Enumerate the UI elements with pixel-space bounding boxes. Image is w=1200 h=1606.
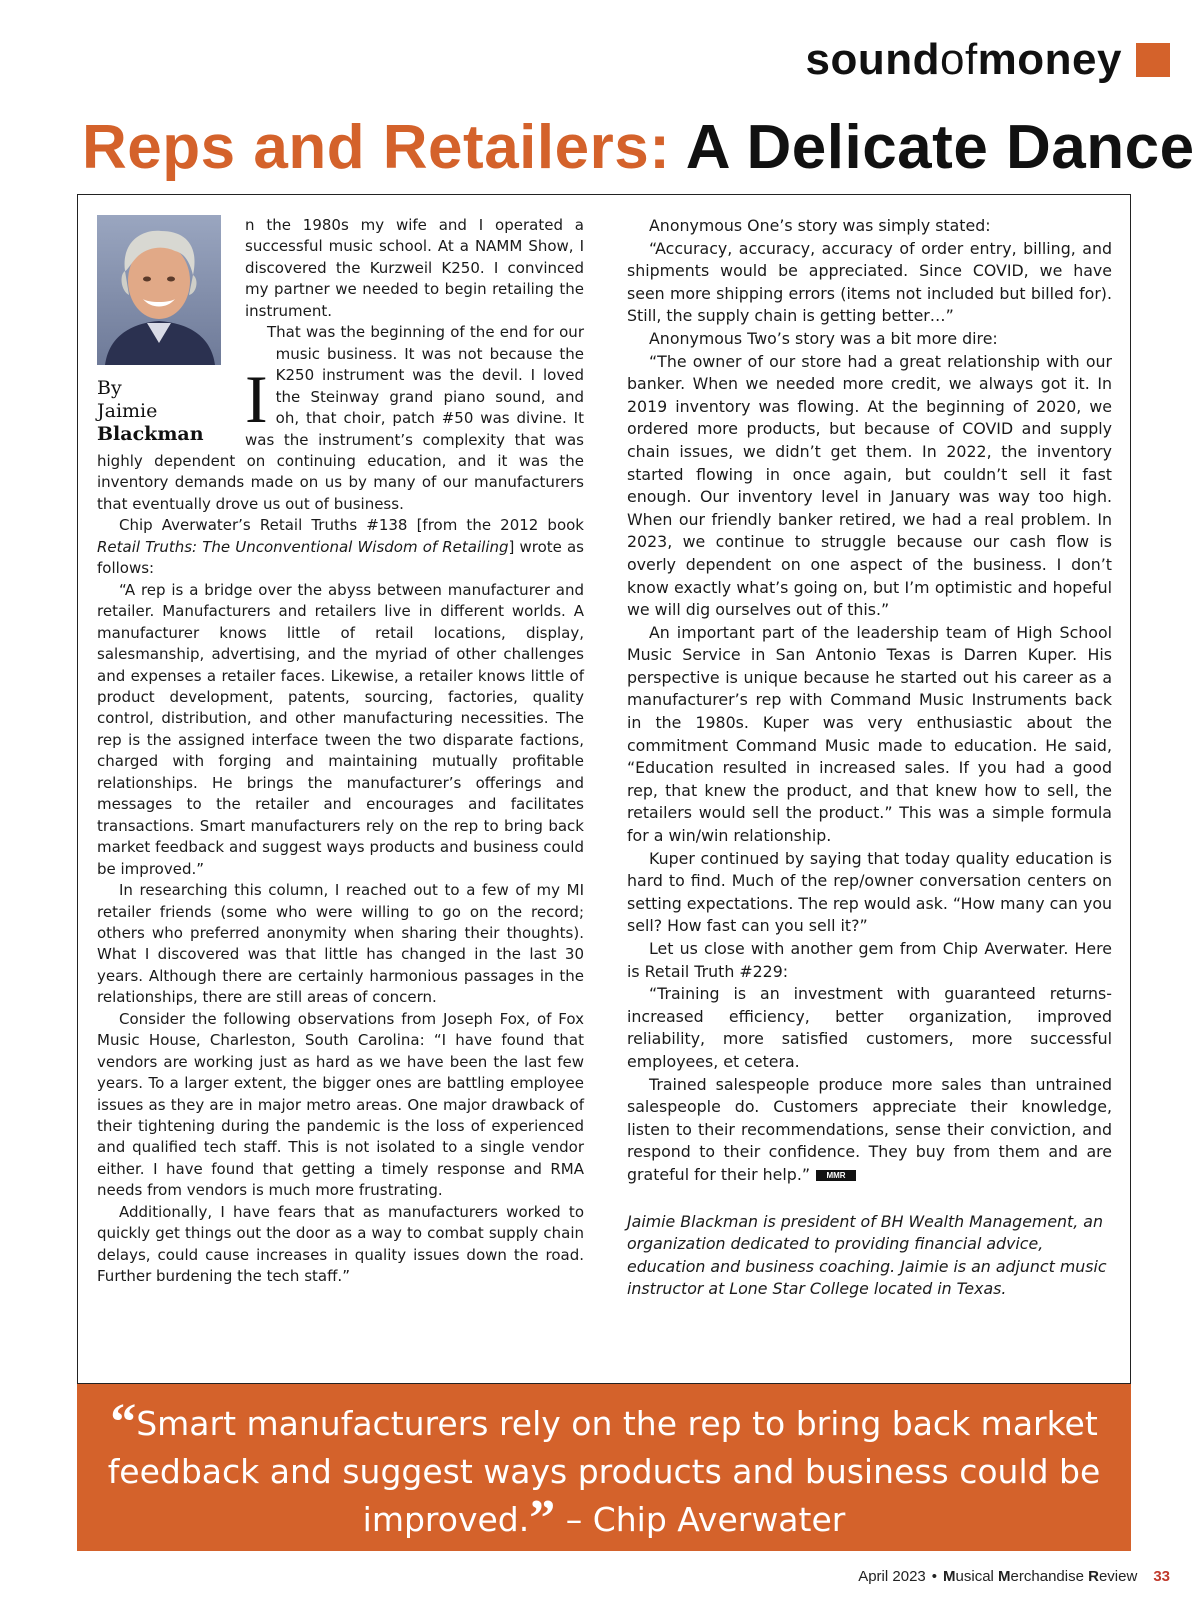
- author-bio: Jaimie Blackman is president of BH Wealth Management, an organization dedicated to providing financial advice, education and business coaching. Jaimie is an adjunct music instructor at Lone Star College located in Texas.: [627, 1211, 1107, 1299]
- headline: [82, 112, 1195, 184]
- paragraph-6: Consider the following observations from Joseph Fox, of Fox Music House, Charleston, South Carolina: “I have found that vendors are working just as hard as we have been the last few years. To a larger extent, the bigger ones are battling employee issues as they are in major metro areas. One major drawback of their tightening during the pandemic is the loss of experienced and qualified tech staff. This is not isolated to a single vendor either. I have found that getting a timely response and RMA needs from vendors is much more frustrating.: [97, 1009, 584, 1200]
- paragraph-8: Anonymous One’s story was simply stated:: [649, 216, 991, 235]
- section-label: [805, 36, 1170, 84]
- article-column-right: [627, 215, 1112, 1301]
- byline-by: By: [97, 377, 122, 399]
- pull-quote-attribution: – Chip Averwater: [555, 1500, 846, 1539]
- footer-date: April 2023: [858, 1568, 926, 1585]
- headline-part1: Reps and Retailers:: [82, 113, 671, 182]
- paragraph-10: Anonymous Two’s story was a bit more dire:: [649, 328, 998, 348]
- author-photo: [97, 215, 221, 365]
- section-label-text: soundofmoney: [805, 35, 1122, 84]
- paragraph-7: Additionally, I have fears that as manufacturers worked to quickly get things out the door as a way to combat supply chain delays, could cause increases in quality issues down the road. Further burdening the tech staff.”: [97, 1202, 584, 1286]
- footer-magazine: Musical Merchandise Review: [943, 1568, 1138, 1585]
- section-label-square-icon: [1136, 43, 1170, 77]
- open-quote-icon: “: [110, 1394, 137, 1451]
- headline-part2: A Delicate Dance: [685, 113, 1195, 182]
- paragraph-3: Chip Averwater’s Retail Truths #138 [from the 2012 book Retail Truths: The Unconventional Wisdom of Retailing] wrote as follows:: [97, 516, 584, 578]
- paragraph-15: “Training is an investment with guaranteed returns- increased efficiency, better organization, improved reliability, more satisfied customers, more successful employees, et cetera.: [627, 984, 1112, 1071]
- paragraph-5: In researching this column, I reached out to a few of my MI retailer friends (some who were willing to go on the record; others who preferred anonymity when sharing their thoughts). What I discovered was that little has changed in the last 30 years. Although there are certainly harmonious passages in the relationships, there are still areas of concern.: [97, 881, 584, 1007]
- end-mark-logo: MMR: [816, 1170, 856, 1181]
- byline: [97, 377, 221, 446]
- paragraph-13: Kuper continued by saying that today quality education is hard to find. Much of the rep/owner conversation centers on setting expectations. The rep would ask. “How many can you sell? How fast can you sell it?”: [627, 848, 1112, 936]
- page-number: 33: [1153, 1568, 1170, 1585]
- article-column-left: [97, 215, 584, 1288]
- paragraph-16: Trained salespeople produce more sales than untrained salespeople do. Customers appreciate their knowledge, listen to their recommendations, sense their conviction, and respond to their confidence. They buy from them and are grateful for their help.” MMR: [627, 1074, 1112, 1184]
- footer-bullet: •: [931, 1568, 938, 1585]
- paragraph-4: “A rep is a bridge over the abyss between manufacturer and retailer. Manufacturers and retailers live in different worlds. A manufacturer knows little of retail locations, display, salesmanship, advertising, and the myriad of other challenges and expenses a retailer faces. Likewise, a retailer knows little of product development, patents, sourcing, factories, quality control, distribution, and other manufacturing necessities. The rep is the assigned interface tween the two disparate factions, charged with forging and maintaining mutually profitable relationships. He brings the manufacturer’s offerings and messages to the retailer and encourages and facilitates transactions. Smart manufacturers rely on the rep to bring back market feedback and suggest ways products and business could be improved.”: [97, 580, 584, 878]
- paragraph-12: An important part of the leadership team of High School Music Service in San Antonio Texas is Darren Kuper. His perspective is unique because he started out his career as a manufacturer’s rep with Command Music Instruments back in the 1980s. Kuper was very enthusiastic about the commitment Command Music made to education. He said, “Education resulted in increased sales. If you had a good rep, that knew the product, and that knew how to sell, the retailers would sell the product.” This was a simple formula for a win/win relationship.: [627, 622, 1112, 846]
- paragraph-1: I n the 1980s my wife and I operated a successful music school. At a NAMM Show, I discovered the Kurzweil K250. I convinced my partner we needed to begin retailing the instrument.: [245, 216, 584, 437]
- paragraph-2: That was the beginning of the end for our music business. It was not because the K250 instrument was the devil. I loved the Steinway grand piano sound, and oh, that choir, patch #50 was divine. It was the instrument’s complexity that was highly dependent on continuing education, and it was the inventory demands made on us by many of our manufacturers that eventually drove us out of business.: [97, 323, 584, 513]
- paragraph-11: “The owner of our store had a great relationship with our banker. When we needed more credit, we always got it. In 2019 inventory was flowing. At the beginning of 2020, we ordered more products, but because of COVID and supply chain issues, we didn’t get them. In 2022, the inventory started flowing in once again, but couldn’t sell it fast enough. Our inventory level in January was way too high. When our friendly banker retired, we had a real problem. In 2023, we continue to struggle because our cash flow is overly dependent on one aspect of the business. I don’t know exactly what’s going on, but I’m optimistic and hopeful we will dig ourselves out of this.”: [627, 351, 1112, 620]
- byline-first: Jaimie: [97, 400, 158, 422]
- dropcap: I: [245, 361, 268, 437]
- close-quote-icon: ”: [529, 1490, 556, 1547]
- paragraph-14: Let us close with another gem from Chip Averwater. Here is Retail Truth #229:: [627, 939, 1112, 981]
- page-footer: [858, 1568, 1170, 1585]
- pull-quote-text: Smart manufacturers rely on the rep to bring back market feedback and suggest ways products and business could be improved.: [107, 1404, 1101, 1539]
- book-title: Retail Truths: The Unconventional Wisdom of Retailing: [97, 537, 509, 556]
- pull-quote: [77, 1384, 1131, 1551]
- byline-last: Blackman: [97, 423, 204, 445]
- paragraph-9: “Accuracy, accuracy, accuracy of order entry, billing, and shipments would be appreciated. Since COVID, we have seen more shipping errors (items not included but billed for). Still, the supply chain is getting better…”: [627, 238, 1112, 326]
